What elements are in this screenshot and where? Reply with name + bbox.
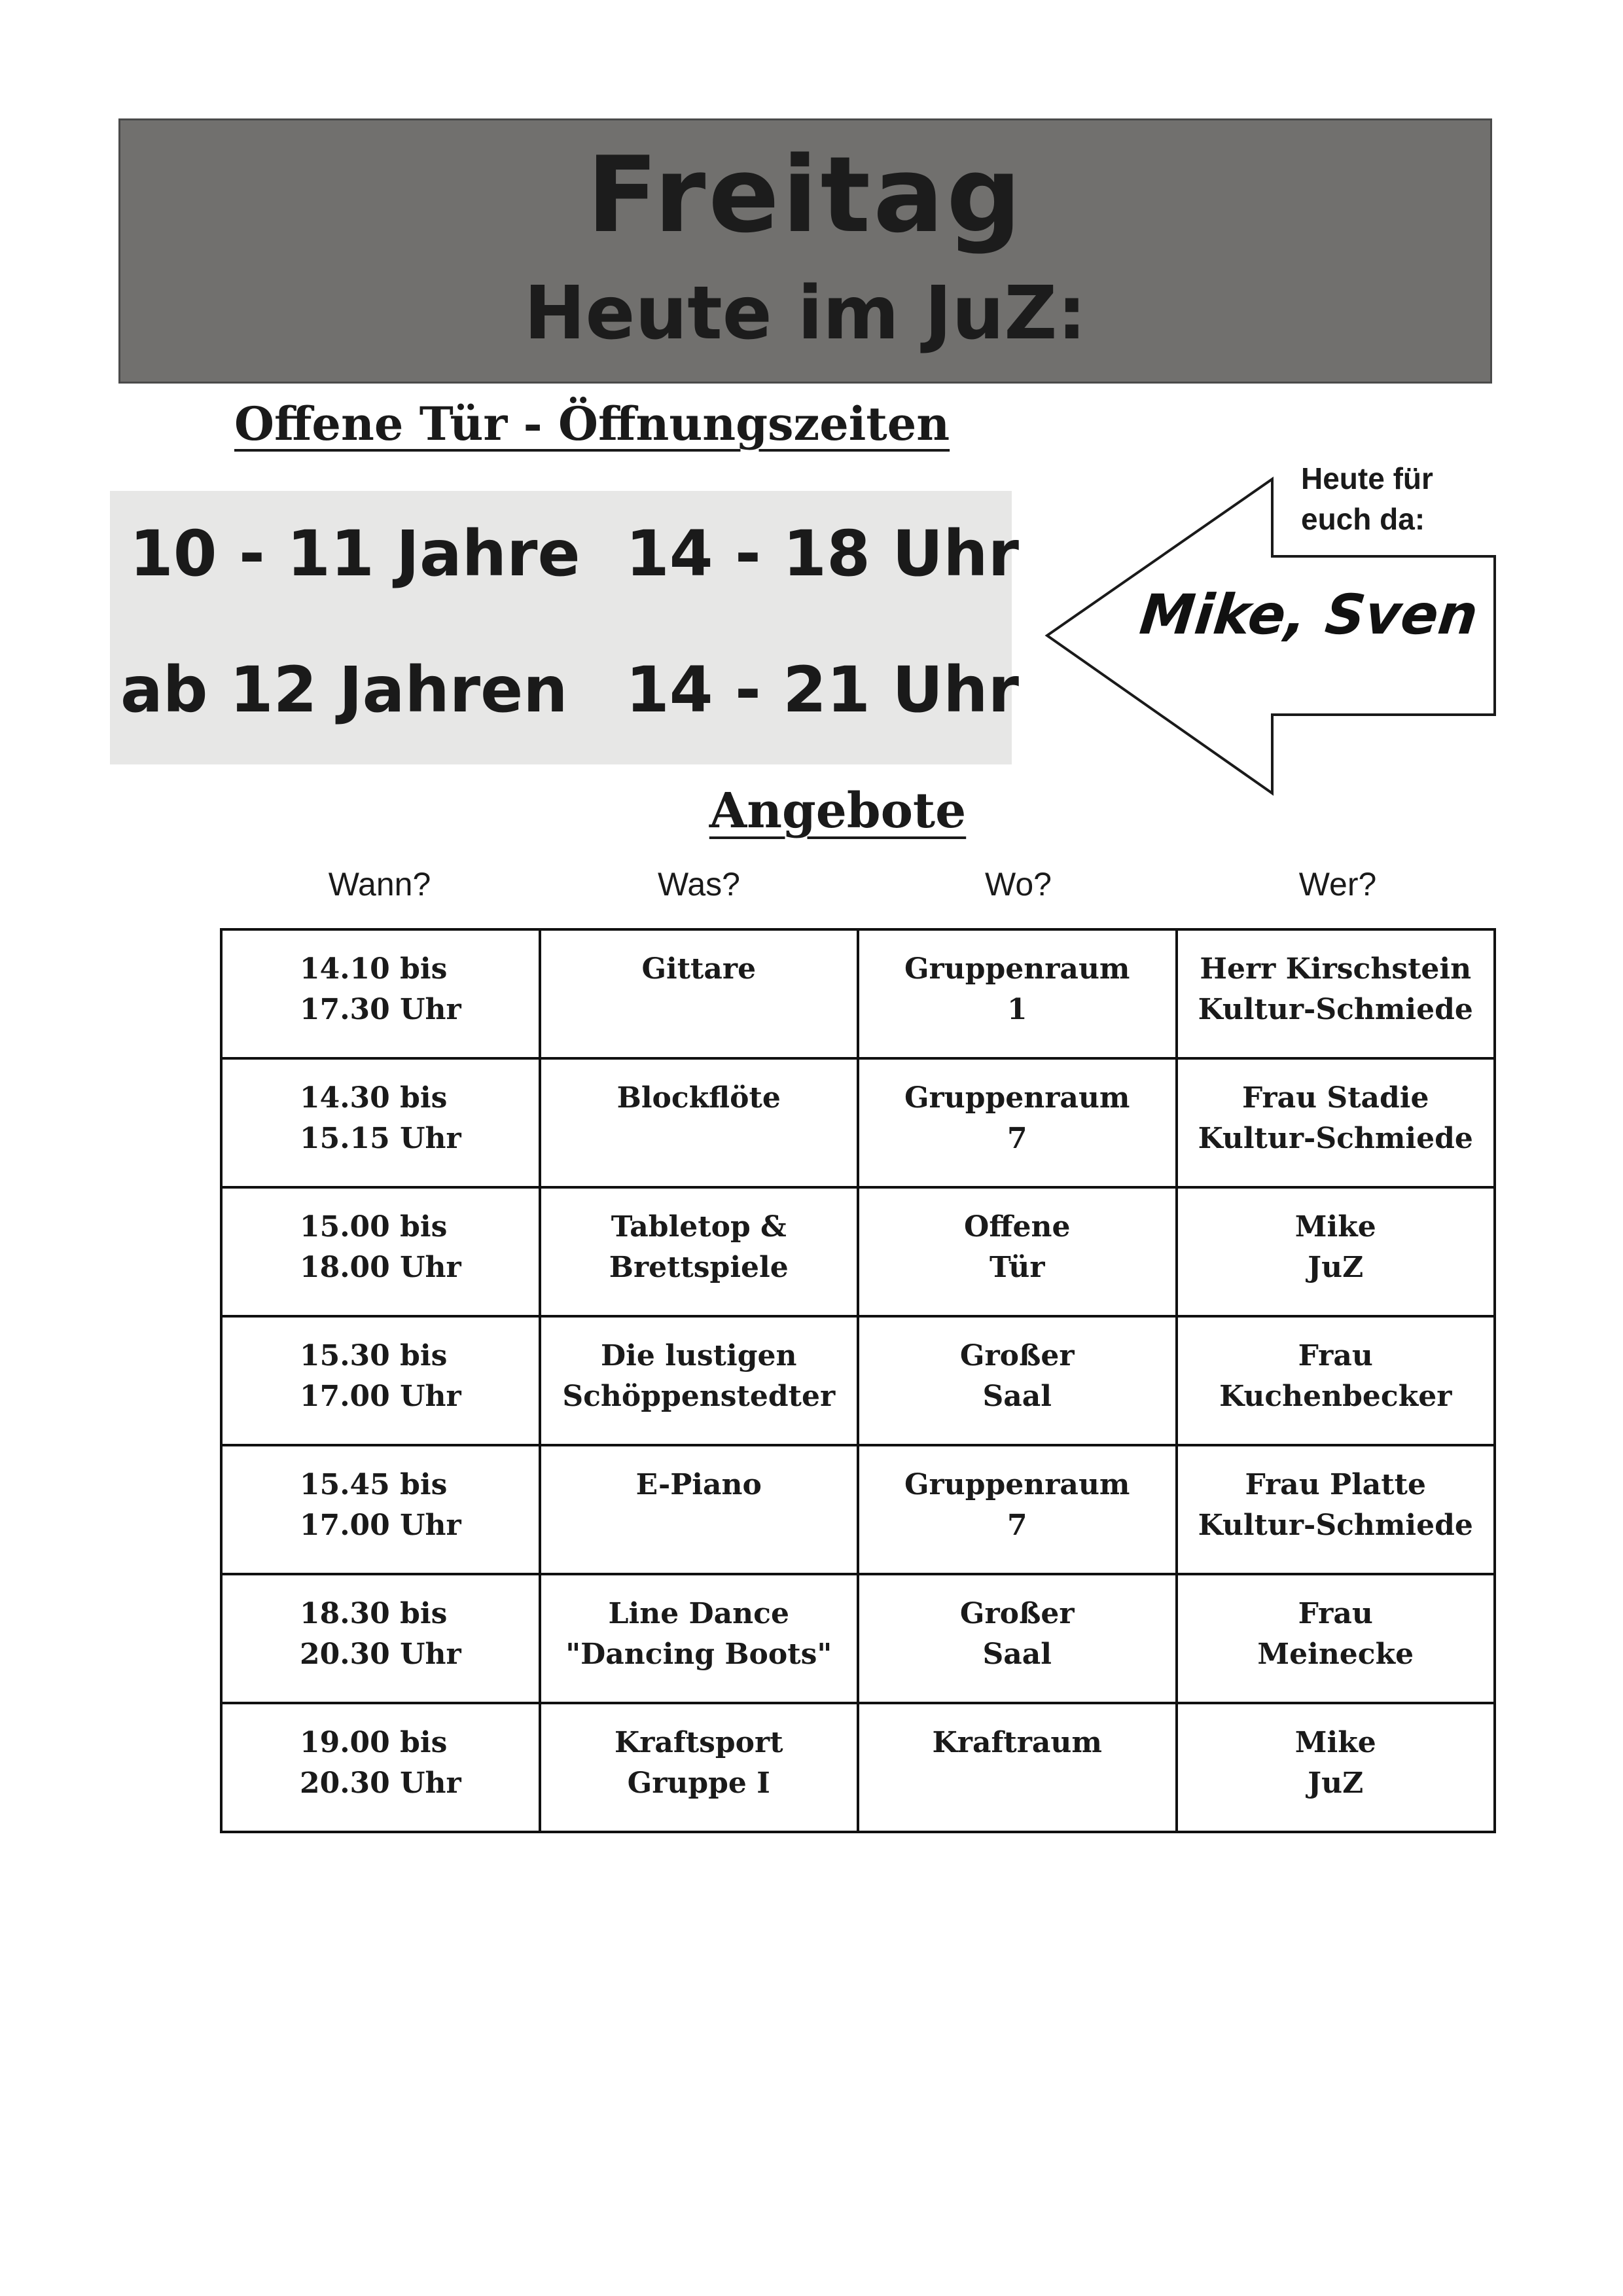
day-title: Freitag [586,134,1024,256]
cell-who: Frau Meinecke [1177,1574,1495,1703]
cell-where: Großer Saal [858,1316,1177,1445]
header-banner [118,118,1492,384]
cell-when: 14.10 bis 17.30 Uhr [221,929,540,1058]
cell-what: Line Dance "Dancing Boots" [540,1574,859,1703]
offers-heading: Angebote [709,783,967,839]
cell-who: Mike JuZ [1177,1187,1495,1316]
table-row [221,1703,1495,1832]
table-row [221,929,1495,1058]
cell-where: Kraftraum [858,1703,1177,1832]
time-group-2: 14 - 21 Uhr [626,653,1019,726]
time-group-1: 14 - 18 Uhr [626,517,1019,590]
table-row [221,1574,1495,1703]
cell-what: Gittare [540,929,859,1058]
cell-when: 15.00 bis 18.00 Uhr [221,1187,540,1316]
cell-what: Kraftsport Gruppe I [540,1703,859,1832]
column-header-who: Wer? [1298,866,1377,903]
cell-where: Gruppenraum 7 [858,1445,1177,1574]
cell-where: Offene Tür [858,1187,1177,1316]
column-header-when: Wann? [328,866,431,903]
opening-hours-box [110,491,1019,764]
cell-where: Gruppenraum 7 [858,1058,1177,1187]
table-row [221,1058,1495,1187]
day-subtitle: Heute im JuZ: [524,271,1087,356]
cell-what: Die lustigen Schöppenstedter [540,1316,859,1445]
table-row [221,1445,1495,1574]
cell-when: 18.30 bis 20.30 Uhr [221,1574,540,1703]
cell-when: 19.00 bis 20.30 Uhr [221,1703,540,1832]
cell-who: Frau Stadie Kultur-Schmiede [1177,1058,1495,1187]
cell-where: Großer Saal [858,1574,1177,1703]
opening-hours-heading: Offene Tür - Öffnungszeiten [234,397,950,451]
staff-label [1301,458,1433,539]
cell-what: Blockflöte [540,1058,859,1187]
age-group-2: ab 12 Jahren [120,653,568,726]
age-group-1: 10 - 11 Jahre [130,517,580,590]
cell-what: E-Piano [540,1445,859,1574]
table-row [221,1316,1495,1445]
cell-who: Frau Platte Kultur-Schmiede [1177,1445,1495,1574]
staff-names: Mike, Sven [1137,583,1481,647]
cell-who: Frau Kuchenbecker [1177,1316,1495,1445]
column-header-where: Wo? [985,866,1052,903]
cell-who: Mike JuZ [1177,1703,1495,1832]
cell-what: Tabletop & Brettspiele [540,1187,859,1316]
staff-label-line2: euch da: [1301,502,1425,536]
cell-where: Gruppenraum 1 [858,929,1177,1058]
staff-label-line1: Heute für [1301,461,1433,495]
cell-when: 15.45 bis 17.00 Uhr [221,1445,540,1574]
cell-who: Herr Kirschstein Kultur-Schmiede [1177,929,1495,1058]
column-header-what: Was? [658,866,740,903]
table-row [221,1187,1495,1316]
cell-when: 15.30 bis 17.00 Uhr [221,1316,540,1445]
cell-when: 14.30 bis 15.15 Uhr [221,1058,540,1187]
offers-table [220,928,1496,1833]
